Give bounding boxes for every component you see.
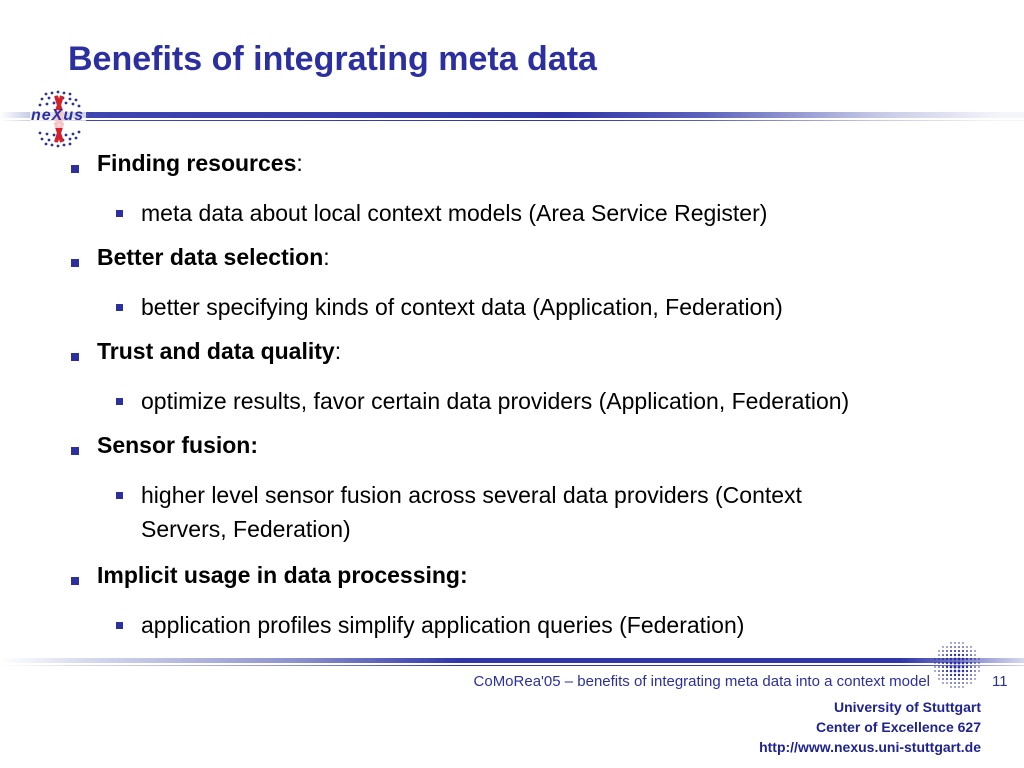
square-bullet-icon xyxy=(116,622,123,629)
sphere-dot xyxy=(938,666,940,668)
sphere-dot xyxy=(934,658,935,659)
sphere-dot xyxy=(954,686,955,687)
square-bullet-icon xyxy=(71,577,79,585)
sphere-dot xyxy=(970,662,972,664)
sphere-dot xyxy=(942,646,943,647)
square-bullet-icon xyxy=(116,492,123,499)
footer-caption: CoMoRea'05 – benefits of integrating meta data into a context model xyxy=(473,673,930,690)
sphere-dot xyxy=(958,654,960,656)
sphere-dot xyxy=(950,682,952,684)
square-bullet-icon xyxy=(116,210,123,217)
sphere-dot xyxy=(966,650,968,652)
sphere-dot xyxy=(970,682,971,683)
square-bullet-icon xyxy=(116,398,123,405)
sphere-dot xyxy=(962,646,964,648)
sphere-dot xyxy=(954,662,957,665)
sphere-dot xyxy=(978,670,979,671)
section-heading xyxy=(97,338,341,365)
sphere-dot xyxy=(974,666,976,668)
sphere-dot xyxy=(970,654,972,656)
sphere-dot xyxy=(966,682,968,684)
square-bullet-icon xyxy=(71,259,79,267)
sphere-dot xyxy=(962,674,964,676)
sphere-dot xyxy=(954,658,957,661)
sphere-dot xyxy=(966,674,968,676)
sphere-dot xyxy=(958,658,961,661)
footer-organization xyxy=(759,697,981,757)
sphere-dot xyxy=(974,654,976,656)
sphere-dot xyxy=(958,650,960,652)
sphere-dot xyxy=(946,666,948,668)
sphere-dot xyxy=(950,658,953,661)
section-heading-colon: : xyxy=(334,338,342,364)
sphere-dot xyxy=(962,670,965,673)
sphere-dot xyxy=(962,642,963,643)
section-bullet: optimize results, favor certain data providers (Application, Federation) xyxy=(141,388,850,414)
sphere-dot xyxy=(942,682,943,683)
sphere-dot xyxy=(978,662,979,663)
sphere-dot xyxy=(958,666,961,669)
section-heading-text: Trust and data quality xyxy=(97,338,335,364)
sphere-dot xyxy=(946,678,948,680)
sphere-dot xyxy=(962,682,964,684)
square-bullet-icon xyxy=(71,353,79,361)
logo-text: neXus xyxy=(31,107,85,124)
sphere-dot xyxy=(942,670,944,672)
sphere-dot xyxy=(946,646,948,648)
sphere-dot xyxy=(970,650,972,652)
sphere-dot xyxy=(958,646,960,648)
sphere-dot xyxy=(938,658,940,660)
sphere-dot xyxy=(950,654,952,656)
sphere-dot xyxy=(966,666,968,668)
section-heading-colon: : xyxy=(296,150,303,176)
center-name: Center of Excellence 627 xyxy=(816,719,981,735)
section-heading-text: Better data selection xyxy=(97,244,324,270)
sphere-dot xyxy=(954,646,956,648)
sphere-dot xyxy=(950,642,951,643)
website-url[interactable]: http://www.nexus.uni-stuttgart.de xyxy=(759,739,981,755)
sphere-dot xyxy=(942,678,944,680)
sphere-dot xyxy=(946,650,948,652)
sphere-dot xyxy=(950,686,951,687)
sphere-dot xyxy=(974,662,976,664)
section-heading xyxy=(97,244,330,271)
sphere-dot xyxy=(966,646,968,648)
slide-title: Benefits of integrating meta data xyxy=(68,40,597,78)
sphere-dot xyxy=(954,650,956,652)
sphere-dot xyxy=(970,666,972,668)
sphere-dot xyxy=(942,666,944,668)
sphere-dot xyxy=(950,662,953,665)
sphere-dot xyxy=(938,670,940,672)
dot-sphere-icon xyxy=(932,640,982,690)
sphere-dot xyxy=(962,654,964,656)
section-bullet: meta data about local context models (Area Service Register) xyxy=(141,200,768,226)
footer-divider xyxy=(0,658,1024,666)
sphere-dot xyxy=(938,650,939,651)
page-number: 11 xyxy=(992,673,1008,690)
sphere-dot xyxy=(946,682,948,684)
sphere-dot xyxy=(954,678,956,680)
square-bullet-icon xyxy=(71,165,79,173)
sphere-dot xyxy=(934,662,935,663)
sphere-dot xyxy=(962,666,965,669)
sphere-dot xyxy=(962,650,964,652)
sphere-dot xyxy=(942,658,944,660)
sphere-dot xyxy=(946,674,948,676)
sphere-dot xyxy=(946,670,948,672)
section-heading-colon: : xyxy=(323,244,330,270)
sphere-dot xyxy=(954,654,956,656)
section-heading-text: Implicit usage in data processing: xyxy=(97,562,468,588)
sphere-dot xyxy=(978,666,979,667)
sphere-dot xyxy=(958,674,960,676)
sphere-dot xyxy=(970,646,971,647)
sphere-dot xyxy=(958,678,960,680)
section-bullet-continuation: Servers, Federation) xyxy=(141,516,351,542)
sphere-dot xyxy=(954,666,957,669)
square-bullet-icon xyxy=(116,304,123,311)
sphere-dot xyxy=(978,658,979,659)
university-name: University of Stuttgart xyxy=(833,699,981,715)
sphere-dot xyxy=(962,678,964,680)
sphere-dot xyxy=(954,682,956,684)
sphere-dot xyxy=(950,670,953,673)
sphere-dot xyxy=(966,670,968,672)
section-heading-text: Sensor fusion: xyxy=(97,432,259,458)
section-bullet: higher level sensor fusion across several data providers (Context xyxy=(141,482,802,508)
sphere-dot xyxy=(962,686,963,687)
section-heading-text: Finding resources xyxy=(97,150,297,176)
sphere-dot xyxy=(938,662,940,664)
sphere-dot xyxy=(958,670,961,673)
sphere-dot xyxy=(950,666,953,669)
sphere-dot xyxy=(974,674,976,676)
sphere-dot xyxy=(958,682,960,684)
sphere-dot xyxy=(962,658,965,661)
sphere-dot xyxy=(934,670,935,671)
sphere-dot xyxy=(970,670,972,672)
sphere-dot xyxy=(970,658,972,660)
sphere-dot xyxy=(950,646,952,648)
sphere-dot xyxy=(954,674,956,676)
sphere-dot xyxy=(966,678,968,680)
sphere-dot xyxy=(942,662,944,664)
sphere-dot xyxy=(970,674,972,676)
sphere-dot xyxy=(934,666,935,667)
sphere-dot xyxy=(938,678,939,679)
sphere-dot xyxy=(974,650,975,651)
square-bullet-icon xyxy=(71,447,79,455)
sphere-dot xyxy=(966,654,968,656)
sphere-dot xyxy=(950,678,952,680)
sphere-dot xyxy=(950,650,952,652)
sphere-dot xyxy=(966,658,968,660)
sphere-dot xyxy=(970,678,972,680)
sphere-dot xyxy=(958,642,959,643)
sphere-dot xyxy=(954,670,957,673)
sphere-dot xyxy=(954,642,955,643)
sphere-dot xyxy=(942,650,944,652)
section-heading xyxy=(97,150,303,177)
sphere-dot xyxy=(962,662,965,665)
sphere-dot xyxy=(938,674,940,676)
sphere-dot xyxy=(942,654,944,656)
sphere-dot xyxy=(966,662,968,664)
section-bullet: application profiles simplify application queries (Federation) xyxy=(141,612,745,638)
section-heading xyxy=(97,562,468,589)
sphere-dot xyxy=(942,674,944,676)
sphere-dot xyxy=(974,670,976,672)
section-heading xyxy=(97,432,258,459)
sphere-dot xyxy=(938,654,940,656)
sphere-dot xyxy=(946,662,948,664)
sphere-dot xyxy=(946,658,948,660)
sphere-dot xyxy=(958,662,961,665)
sphere-dot xyxy=(950,674,952,676)
sphere-dot xyxy=(974,678,975,679)
section-bullet: better specifying kinds of context data (Application, Federation) xyxy=(141,294,783,320)
sphere-dot xyxy=(958,686,959,687)
sphere-dot xyxy=(974,658,976,660)
sphere-dot xyxy=(946,654,948,656)
